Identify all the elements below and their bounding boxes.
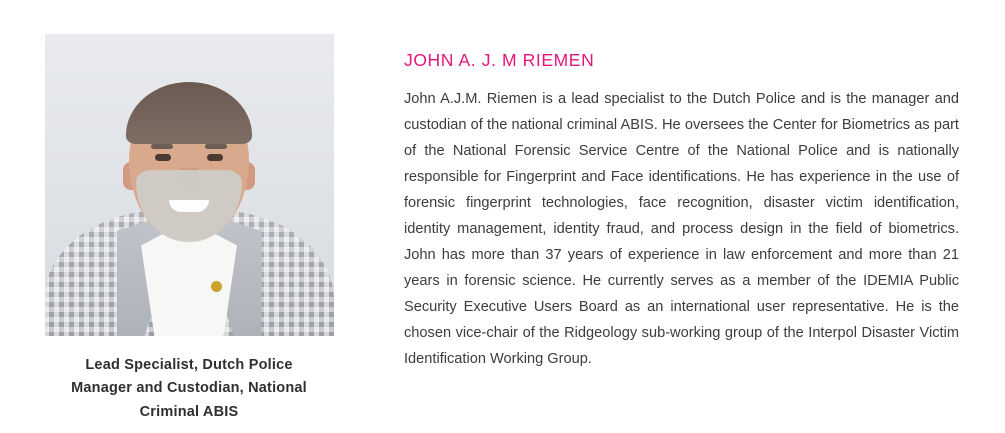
text-column: [334, 34, 975, 373]
caption-line-2: Manager and Custodian, National: [71, 380, 307, 397]
caption-line-1: Lead Specialist, Dutch Police: [85, 357, 293, 373]
photo-column: [44, 34, 334, 424]
speaker-role-caption: [49, 354, 329, 424]
portrait-illustration: [45, 34, 334, 336]
speaker-name: JOHN A. J. M RIEMEN: [404, 50, 595, 70]
speaker-bio: John A.J.M. Riemen is a lead specialist to the Dutch Police and is the manager and custodian of the national criminal ABIS. He oversees the Center for Biometrics as part of the National Forensic Service Centre of the National Police and is nationally responsible for Fingerprint and Face identifications. He has experience in the use of forensic fingerprint technologies, face recognition, disaster victim identification, identity management, identity fraud, and process design in the field of biometrics. John has more than 37 years of experience in law enforcement and more than 21 years in forensic science. He currently serves as a member of the IDEMIA Public Security Executive Users Board as an international user representative. He is the chosen vice-chair of the Ridgeology sub-working group of the Interpol Disaster Victim Identification Working Group.: [404, 91, 959, 367]
caption-line-3: Criminal ABIS: [139, 403, 239, 420]
speaker-portrait-photo: [45, 34, 334, 336]
